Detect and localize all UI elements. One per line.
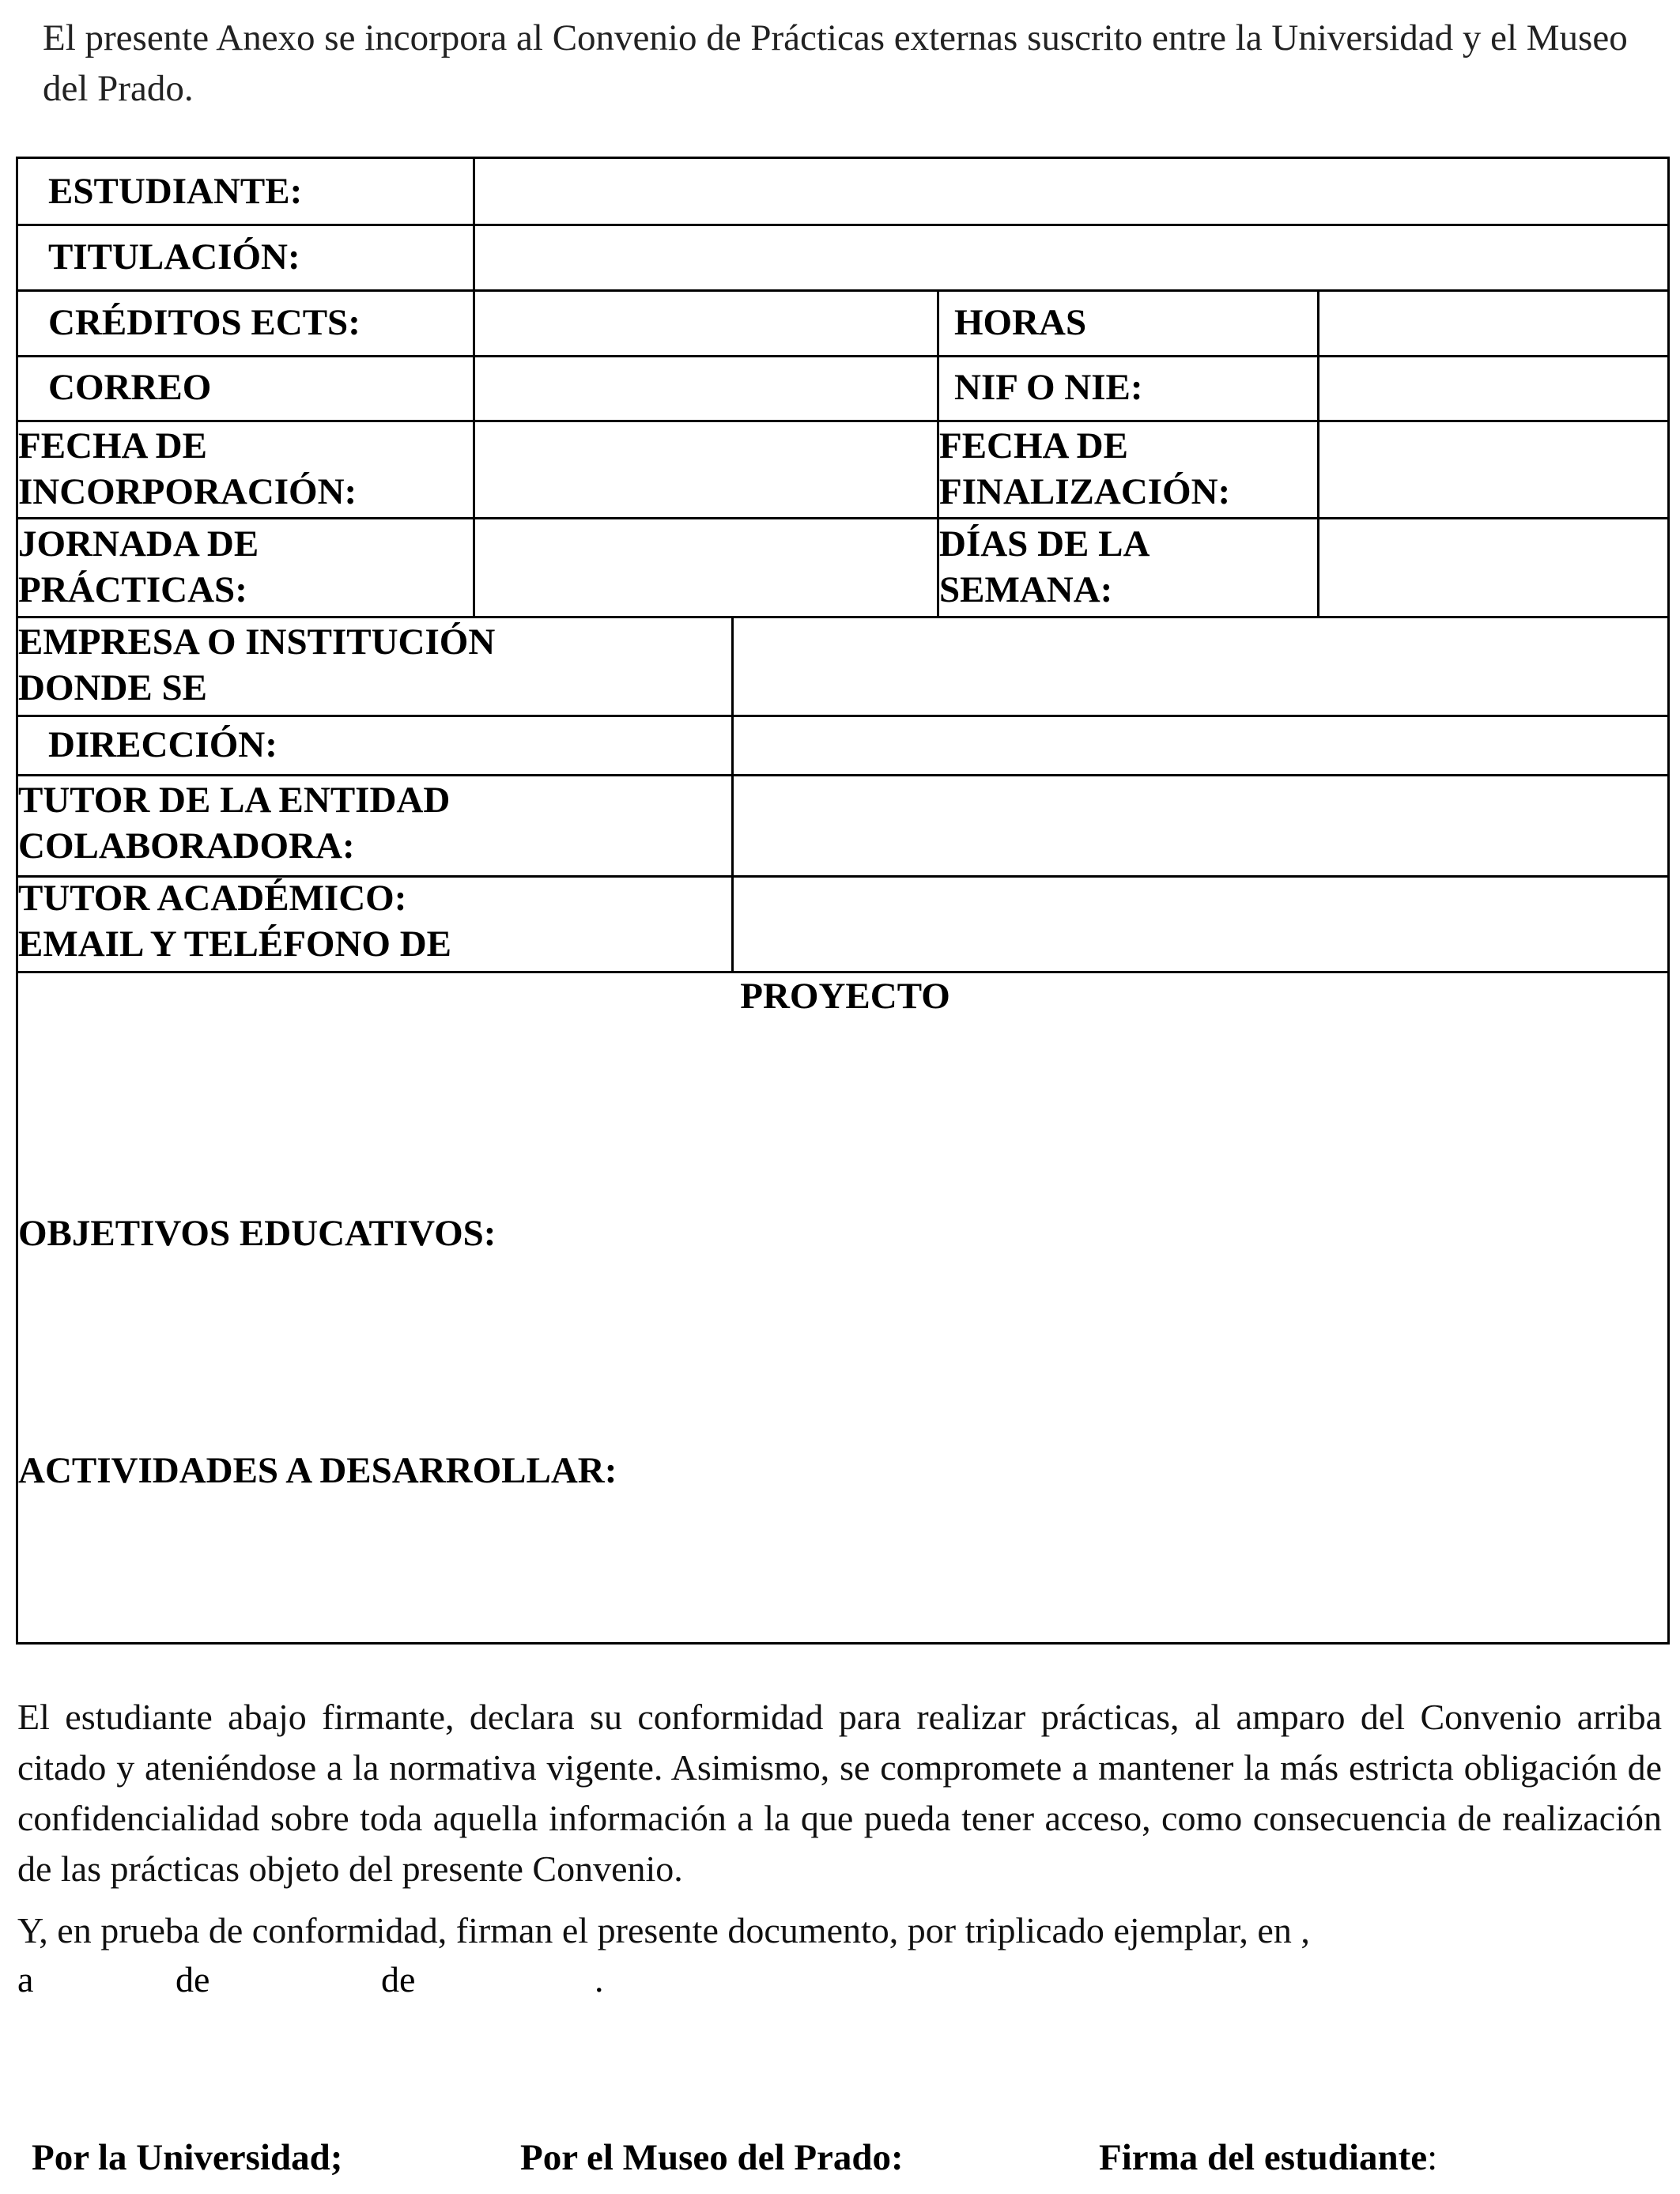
jornada-label: [18, 521, 259, 613]
fecha-finalizacion-label: [939, 423, 1230, 515]
fecha-incorporacion-label: [18, 423, 357, 515]
horas-label: HORAS: [954, 302, 1087, 343]
tutor-entidad-label: [18, 777, 450, 869]
horas-value-cell[interactable]: [1319, 292, 1670, 355]
jornada-value-cell[interactable]: [475, 519, 937, 616]
fecha-incorporacion-line-2: INCORPORACIÓN:: [18, 471, 357, 512]
dias-value-cell[interactable]: [1319, 519, 1670, 616]
jornada-line-1: JORNADA DE: [18, 523, 259, 565]
titulacion-label: TITULACIÓN:: [48, 236, 300, 278]
jornada-line-2: PRÁCTICAS:: [18, 569, 247, 610]
direccion-value-cell[interactable]: [734, 717, 1670, 774]
empresa-line-1: EMPRESA O INSTITUCIÓN: [18, 621, 496, 663]
dias-line-2: SEMANA:: [939, 569, 1113, 610]
objetivos-label: OBJETIVOS EDUCATIVOS:: [18, 1213, 496, 1254]
tutor-academico-value-cell[interactable]: [734, 878, 1670, 971]
actividades-label: ACTIVIDADES A DESARROLLAR:: [18, 1450, 617, 1491]
empresa-label: [18, 619, 495, 711]
fecha-incorporacion-value-cell[interactable]: [475, 422, 937, 517]
internship-form-table: [16, 157, 1670, 1645]
creditos-label: CRÉDITOS ECTS:: [48, 302, 361, 343]
tutor-academico-line-2: EMAIL Y TELÉFONO DE: [18, 923, 452, 965]
titulacion-value-cell[interactable]: [475, 226, 1670, 289]
closing-paragraph: Y, en prueba de conformidad, firman el presente documento, por triplicado ejemplar, en ,: [17, 1910, 1310, 1950]
intro-paragraph: El presente Anexo se incorpora al Convenio de Prácticas externas suscrito entre la Universidad y el Museo del Prado.: [43, 17, 1628, 109]
date-de-1: de: [176, 1959, 210, 2000]
tutor-academico-line-1: TUTOR ACADÉMICO:: [18, 878, 407, 919]
nif-label: NIF O NIE:: [954, 367, 1143, 408]
direccion-label: DIRECCIÓN:: [48, 724, 277, 765]
date-period: .: [595, 1959, 604, 2000]
project-text-area[interactable]: [18, 1029, 1670, 1641]
signature-universidad: Por la Universidad;: [32, 2137, 343, 2178]
signature-museo: Por el Museo del Prado:: [520, 2137, 904, 2178]
tutor-academico-label: [18, 875, 451, 967]
place-a: a: [17, 1959, 34, 2000]
creditos-value-cell[interactable]: [475, 292, 937, 355]
correo-value-cell[interactable]: [475, 357, 937, 420]
fecha-finalizacion-value-cell[interactable]: [1319, 422, 1670, 517]
tutor-entidad-line-1: TUTOR DE LA ENTIDAD: [18, 780, 451, 821]
correo-label: CORREO: [48, 367, 212, 408]
fecha-finalizacion-line-2: FINALIZACIÓN:: [939, 471, 1231, 512]
dias-label: [939, 521, 1150, 613]
empresa-value-cell[interactable]: [734, 618, 1670, 715]
signature-estudiante-label: Firma del estudiante: [1099, 2137, 1428, 2178]
date-de-2: de: [381, 1959, 416, 2000]
nif-value-cell[interactable]: [1319, 357, 1670, 420]
fecha-incorporacion-line-1: FECHA DE: [18, 425, 207, 466]
signature-estudiante: [1099, 2136, 1437, 2179]
tutor-entidad-line-2: COLABORADORA:: [18, 825, 355, 867]
fecha-finalizacion-line-1: FECHA DE: [939, 425, 1128, 466]
estudiante-label: ESTUDIANTE:: [48, 171, 303, 212]
proyecto-heading: PROYECTO: [740, 976, 950, 1017]
tutor-entidad-value-cell[interactable]: [734, 776, 1670, 875]
declaration-paragraph: El estudiante abajo firmante, declara su conformidad para realizar prácticas, al amparo del Convenio arriba citado y ateniéndose a la normativa vigente. Asimismo, se compromete a mantener la más estricta obligación de confidencialidad sobre toda aquella información a la que pueda tener acceso, como consecuencia de realización de las prácticas objeto del presente Convenio.: [17, 1697, 1662, 1889]
empresa-line-2: DONDE SE: [18, 667, 207, 708]
estudiante-value-cell[interactable]: [475, 159, 1670, 224]
dias-line-1: DÍAS DE LA: [939, 523, 1150, 565]
signature-estudiante-colon: :: [1427, 2137, 1438, 2178]
